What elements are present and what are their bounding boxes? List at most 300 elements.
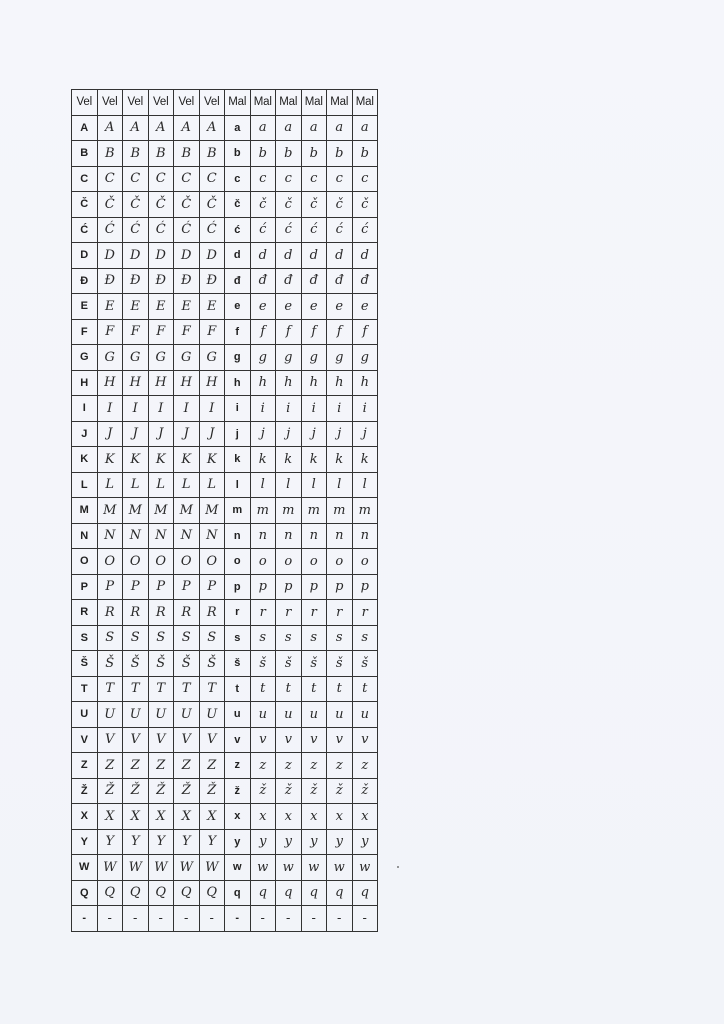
- handwritten-uppercase-cell: X: [148, 804, 174, 830]
- handwritten-uppercase-cell: X: [199, 804, 225, 830]
- printed-lowercase-cell: p: [225, 574, 251, 600]
- handwritten-lowercase-cell: w: [250, 855, 276, 881]
- printed-lowercase-cell: s: [225, 625, 251, 651]
- handwritten-uppercase-cell: A: [199, 115, 225, 141]
- handwritten-lowercase-cell: p: [327, 574, 353, 600]
- handwritten-uppercase-cell: W: [174, 855, 200, 881]
- handwritten-uppercase-cell: O: [199, 549, 225, 575]
- printed-lowercase-cell: j: [225, 421, 251, 447]
- printed-lowercase-cell: -: [225, 906, 251, 932]
- handwritten-lowercase-cell: k: [250, 447, 276, 473]
- handwritten-lowercase-cell: š: [327, 651, 353, 677]
- handwritten-uppercase-cell: B: [148, 141, 174, 167]
- handwritten-lowercase-cell: n: [301, 523, 327, 549]
- handwritten-uppercase-cell: K: [123, 447, 149, 473]
- handwritten-lowercase-cell: g: [250, 345, 276, 371]
- handwritten-uppercase-cell: P: [148, 574, 174, 600]
- handwritten-lowercase-cell: s: [352, 625, 378, 651]
- handwritten-uppercase-cell: Ć: [148, 217, 174, 243]
- handwritten-uppercase-cell: H: [199, 370, 225, 396]
- handwritten-lowercase-cell: ž: [301, 778, 327, 804]
- handwritten-uppercase-cell: B: [174, 141, 200, 167]
- handwritten-uppercase-cell: C: [199, 166, 225, 192]
- printed-uppercase-cell: Ć: [72, 217, 98, 243]
- header-cell: Mal: [250, 90, 276, 116]
- handwritten-uppercase-cell: O: [97, 549, 123, 575]
- handwritten-lowercase-cell: š: [301, 651, 327, 677]
- handwritten-lowercase-cell: g: [276, 345, 302, 371]
- table-row: [72, 294, 378, 320]
- handwritten-lowercase-cell: r: [352, 600, 378, 626]
- handwritten-uppercase-cell: Đ: [174, 268, 200, 294]
- handwritten-lowercase-cell: q: [352, 880, 378, 906]
- handwritten-lowercase-cell: d: [352, 243, 378, 269]
- handwritten-uppercase-cell: L: [97, 472, 123, 498]
- printed-uppercase-cell: X: [72, 804, 98, 830]
- printed-uppercase-cell: Š: [72, 651, 98, 677]
- printed-lowercase-cell: n: [225, 523, 251, 549]
- handwritten-lowercase-cell: l: [327, 472, 353, 498]
- printed-uppercase-cell: M: [72, 498, 98, 524]
- handwritten-lowercase-cell: a: [250, 115, 276, 141]
- handwritten-uppercase-cell: J: [148, 421, 174, 447]
- handwritten-uppercase-cell: F: [148, 319, 174, 345]
- handwritten-uppercase-cell: T: [148, 676, 174, 702]
- handwritten-lowercase-cell: f: [250, 319, 276, 345]
- handwritten-lowercase-cell: l: [276, 472, 302, 498]
- handwritten-uppercase-cell: Y: [123, 829, 149, 855]
- header-cell: Vel: [72, 90, 98, 116]
- handwritten-lowercase-cell: đ: [352, 268, 378, 294]
- table-row: [72, 472, 378, 498]
- handwritten-lowercase-cell: k: [276, 447, 302, 473]
- handwritten-lowercase-cell: l: [250, 472, 276, 498]
- handwritten-lowercase-cell: d: [250, 243, 276, 269]
- handwritten-lowercase-cell: y: [301, 829, 327, 855]
- handwritten-lowercase-cell: i: [301, 396, 327, 422]
- handwritten-uppercase-cell: Č: [123, 192, 149, 218]
- handwritten-uppercase-cell: D: [174, 243, 200, 269]
- handwritten-uppercase-cell: U: [148, 702, 174, 728]
- handwritten-lowercase-cell: o: [250, 549, 276, 575]
- handwriting-sample-table: [71, 89, 378, 932]
- handwritten-uppercase-cell: J: [199, 421, 225, 447]
- handwritten-lowercase-cell: m: [327, 498, 353, 524]
- handwritten-uppercase-cell: E: [148, 294, 174, 320]
- handwritten-lowercase-cell: b: [250, 141, 276, 167]
- printed-uppercase-cell: S: [72, 625, 98, 651]
- handwritten-lowercase-cell: w: [352, 855, 378, 881]
- handwritten-lowercase-cell: j: [276, 421, 302, 447]
- handwritten-lowercase-cell: z: [250, 753, 276, 779]
- handwritten-uppercase-cell: T: [123, 676, 149, 702]
- table-row: [72, 345, 378, 371]
- handwritten-uppercase-cell: V: [174, 727, 200, 753]
- handwritten-lowercase-cell: f: [276, 319, 302, 345]
- handwritten-lowercase-cell: t: [327, 676, 353, 702]
- printed-uppercase-cell: W: [72, 855, 98, 881]
- handwritten-lowercase-cell: p: [352, 574, 378, 600]
- printed-lowercase-cell: w: [225, 855, 251, 881]
- printed-lowercase-cell: v: [225, 727, 251, 753]
- handwritten-lowercase-cell: k: [327, 447, 353, 473]
- handwritten-uppercase-cell: Š: [199, 651, 225, 677]
- handwritten-uppercase-cell: N: [174, 523, 200, 549]
- handwritten-lowercase-cell: t: [352, 676, 378, 702]
- printed-lowercase-cell: đ: [225, 268, 251, 294]
- handwritten-uppercase-cell: Y: [199, 829, 225, 855]
- handwritten-uppercase-cell: I: [97, 396, 123, 422]
- handwritten-lowercase-cell: r: [250, 600, 276, 626]
- printed-uppercase-cell: B: [72, 141, 98, 167]
- handwritten-lowercase-cell: -: [301, 906, 327, 932]
- handwritten-lowercase-cell: ć: [352, 217, 378, 243]
- handwritten-lowercase-cell: q: [250, 880, 276, 906]
- handwritten-lowercase-cell: đ: [301, 268, 327, 294]
- handwritten-uppercase-cell: R: [123, 600, 149, 626]
- header-cell: Vel: [97, 90, 123, 116]
- printed-uppercase-cell: I: [72, 396, 98, 422]
- handwritten-uppercase-cell: F: [97, 319, 123, 345]
- handwritten-lowercase-cell: n: [327, 523, 353, 549]
- handwritten-uppercase-cell: N: [199, 523, 225, 549]
- table-row: [72, 574, 378, 600]
- handwritten-lowercase-cell: p: [301, 574, 327, 600]
- handwritten-lowercase-cell: m: [276, 498, 302, 524]
- handwritten-uppercase-cell: Z: [174, 753, 200, 779]
- header-cell: Mal: [352, 90, 378, 116]
- handwritten-lowercase-cell: j: [250, 421, 276, 447]
- handwritten-lowercase-cell: t: [301, 676, 327, 702]
- handwritten-uppercase-cell: Ž: [97, 778, 123, 804]
- handwritten-uppercase-cell: B: [199, 141, 225, 167]
- handwritten-uppercase-cell: V: [199, 727, 225, 753]
- handwritten-uppercase-cell: P: [97, 574, 123, 600]
- printed-lowercase-cell: a: [225, 115, 251, 141]
- handwritten-lowercase-cell: g: [301, 345, 327, 371]
- handwritten-uppercase-cell: C: [123, 166, 149, 192]
- handwritten-lowercase-cell: -: [250, 906, 276, 932]
- handwritten-uppercase-cell: Š: [148, 651, 174, 677]
- handwritten-lowercase-cell: g: [327, 345, 353, 371]
- printed-uppercase-cell: P: [72, 574, 98, 600]
- table-row: [72, 880, 378, 906]
- handwritten-lowercase-cell: č: [301, 192, 327, 218]
- handwritten-uppercase-cell: Ž: [148, 778, 174, 804]
- table-row: [72, 217, 378, 243]
- handwritten-lowercase-cell: x: [276, 804, 302, 830]
- handwritten-lowercase-cell: v: [250, 727, 276, 753]
- printed-lowercase-cell: m: [225, 498, 251, 524]
- handwritten-lowercase-cell: l: [352, 472, 378, 498]
- handwritten-uppercase-cell: Đ: [97, 268, 123, 294]
- handwritten-lowercase-cell: z: [327, 753, 353, 779]
- handwritten-uppercase-cell: F: [123, 319, 149, 345]
- handwritten-lowercase-cell: -: [276, 906, 302, 932]
- printed-lowercase-cell: č: [225, 192, 251, 218]
- handwritten-lowercase-cell: n: [250, 523, 276, 549]
- handwritten-uppercase-cell: U: [199, 702, 225, 728]
- handwritten-uppercase-cell: R: [199, 600, 225, 626]
- table-row: [72, 115, 378, 141]
- printed-uppercase-cell: L: [72, 472, 98, 498]
- handwritten-lowercase-cell: ž: [250, 778, 276, 804]
- handwritten-uppercase-cell: K: [97, 447, 123, 473]
- handwritten-uppercase-cell: M: [123, 498, 149, 524]
- handwritten-uppercase-cell: X: [97, 804, 123, 830]
- printed-uppercase-cell: J: [72, 421, 98, 447]
- handwritten-lowercase-cell: d: [327, 243, 353, 269]
- handwritten-uppercase-cell: A: [174, 115, 200, 141]
- handwritten-uppercase-cell: M: [97, 498, 123, 524]
- handwritten-lowercase-cell: h: [352, 370, 378, 396]
- handwritten-uppercase-cell: W: [97, 855, 123, 881]
- printed-lowercase-cell: c: [225, 166, 251, 192]
- handwritten-lowercase-cell: v: [352, 727, 378, 753]
- table-row: [72, 370, 378, 396]
- printed-uppercase-cell: Z: [72, 753, 98, 779]
- handwritten-uppercase-cell: R: [148, 600, 174, 626]
- handwritten-lowercase-cell: h: [276, 370, 302, 396]
- handwritten-uppercase-cell: P: [123, 574, 149, 600]
- handwritten-uppercase-cell: -: [97, 906, 123, 932]
- handwritten-uppercase-cell: L: [148, 472, 174, 498]
- printed-uppercase-cell: Q: [72, 880, 98, 906]
- table-row: [72, 396, 378, 422]
- handwritten-lowercase-cell: g: [352, 345, 378, 371]
- printed-lowercase-cell: d: [225, 243, 251, 269]
- handwritten-uppercase-cell: J: [123, 421, 149, 447]
- table-row: [72, 804, 378, 830]
- printed-uppercase-cell: K: [72, 447, 98, 473]
- handwritten-uppercase-cell: L: [174, 472, 200, 498]
- header-cell: Mal: [327, 90, 353, 116]
- handwritten-lowercase-cell: d: [301, 243, 327, 269]
- handwritten-lowercase-cell: h: [327, 370, 353, 396]
- table-body: [72, 115, 378, 931]
- printed-lowercase-cell: o: [225, 549, 251, 575]
- table-row: [72, 625, 378, 651]
- handwritten-lowercase-cell: j: [352, 421, 378, 447]
- handwritten-lowercase-cell: y: [276, 829, 302, 855]
- handwritten-uppercase-cell: H: [97, 370, 123, 396]
- handwritten-uppercase-cell: D: [123, 243, 149, 269]
- handwritten-lowercase-cell: r: [301, 600, 327, 626]
- handwritten-uppercase-cell: -: [174, 906, 200, 932]
- printed-lowercase-cell: g: [225, 345, 251, 371]
- handwritten-uppercase-cell: Q: [174, 880, 200, 906]
- handwritten-lowercase-cell: z: [301, 753, 327, 779]
- handwritten-uppercase-cell: H: [123, 370, 149, 396]
- printed-uppercase-cell: D: [72, 243, 98, 269]
- scan-speck: [397, 866, 399, 868]
- header-cell: Mal: [301, 90, 327, 116]
- handwritten-uppercase-cell: M: [174, 498, 200, 524]
- header-cell: Vel: [199, 90, 225, 116]
- handwritten-uppercase-cell: Ć: [123, 217, 149, 243]
- handwritten-lowercase-cell: -: [327, 906, 353, 932]
- table-row: [72, 549, 378, 575]
- table-row: [72, 906, 378, 932]
- header-row: [72, 90, 378, 116]
- handwritten-lowercase-cell: i: [250, 396, 276, 422]
- handwritten-uppercase-cell: G: [97, 345, 123, 371]
- handwritten-uppercase-cell: S: [148, 625, 174, 651]
- printed-uppercase-cell: N: [72, 523, 98, 549]
- handwritten-lowercase-cell: ć: [327, 217, 353, 243]
- handwritten-lowercase-cell: ć: [276, 217, 302, 243]
- handwritten-lowercase-cell: o: [301, 549, 327, 575]
- handwritten-uppercase-cell: F: [199, 319, 225, 345]
- handwritten-uppercase-cell: Ž: [199, 778, 225, 804]
- handwritten-lowercase-cell: y: [327, 829, 353, 855]
- handwritten-uppercase-cell: S: [199, 625, 225, 651]
- handwritten-uppercase-cell: S: [123, 625, 149, 651]
- table-row: [72, 166, 378, 192]
- handwritten-lowercase-cell: y: [352, 829, 378, 855]
- handwritten-lowercase-cell: s: [301, 625, 327, 651]
- table-row: [72, 753, 378, 779]
- handwritten-lowercase-cell: š: [250, 651, 276, 677]
- table-row: [72, 702, 378, 728]
- handwritten-uppercase-cell: N: [148, 523, 174, 549]
- table-row: [72, 447, 378, 473]
- handwritten-lowercase-cell: č: [327, 192, 353, 218]
- handwritten-lowercase-cell: š: [352, 651, 378, 677]
- handwritten-lowercase-cell: y: [250, 829, 276, 855]
- handwritten-uppercase-cell: O: [174, 549, 200, 575]
- handwritten-uppercase-cell: W: [148, 855, 174, 881]
- handwritten-uppercase-cell: I: [199, 396, 225, 422]
- handwritten-uppercase-cell: Z: [148, 753, 174, 779]
- table-row: [72, 676, 378, 702]
- printed-lowercase-cell: k: [225, 447, 251, 473]
- printed-lowercase-cell: r: [225, 600, 251, 626]
- handwritten-lowercase-cell: w: [301, 855, 327, 881]
- handwritten-uppercase-cell: Š: [174, 651, 200, 677]
- printed-uppercase-cell: O: [72, 549, 98, 575]
- table-row: [72, 141, 378, 167]
- handwritten-uppercase-cell: A: [97, 115, 123, 141]
- printed-lowercase-cell: i: [225, 396, 251, 422]
- handwritten-lowercase-cell: č: [352, 192, 378, 218]
- header-cell: Mal: [225, 90, 251, 116]
- handwritten-uppercase-cell: J: [174, 421, 200, 447]
- table-row: [72, 523, 378, 549]
- handwritten-uppercase-cell: X: [123, 804, 149, 830]
- printed-uppercase-cell: T: [72, 676, 98, 702]
- printed-lowercase-cell: t: [225, 676, 251, 702]
- handwritten-lowercase-cell: c: [301, 166, 327, 192]
- printed-uppercase-cell: A: [72, 115, 98, 141]
- handwritten-lowercase-cell: ž: [276, 778, 302, 804]
- handwritten-uppercase-cell: E: [199, 294, 225, 320]
- handwritten-lowercase-cell: v: [327, 727, 353, 753]
- table-row: [72, 243, 378, 269]
- table-row: [72, 727, 378, 753]
- printed-lowercase-cell: l: [225, 472, 251, 498]
- handwritten-uppercase-cell: O: [148, 549, 174, 575]
- printed-uppercase-cell: F: [72, 319, 98, 345]
- handwritten-uppercase-cell: G: [123, 345, 149, 371]
- handwritten-lowercase-cell: q: [301, 880, 327, 906]
- handwritten-uppercase-cell: U: [123, 702, 149, 728]
- handwritten-uppercase-cell: Č: [97, 192, 123, 218]
- handwritten-lowercase-cell: đ: [327, 268, 353, 294]
- printed-lowercase-cell: ć: [225, 217, 251, 243]
- printed-lowercase-cell: f: [225, 319, 251, 345]
- handwritten-lowercase-cell: i: [327, 396, 353, 422]
- handwritten-lowercase-cell: z: [276, 753, 302, 779]
- handwritten-uppercase-cell: Z: [123, 753, 149, 779]
- handwritten-lowercase-cell: n: [276, 523, 302, 549]
- handwritten-lowercase-cell: j: [301, 421, 327, 447]
- handwritten-lowercase-cell: v: [276, 727, 302, 753]
- printed-lowercase-cell: q: [225, 880, 251, 906]
- handwritten-uppercase-cell: Š: [123, 651, 149, 677]
- handwritten-uppercase-cell: Č: [174, 192, 200, 218]
- handwritten-uppercase-cell: B: [97, 141, 123, 167]
- handwritten-uppercase-cell: J: [97, 421, 123, 447]
- handwritten-uppercase-cell: Đ: [199, 268, 225, 294]
- handwritten-lowercase-cell: h: [301, 370, 327, 396]
- handwritten-uppercase-cell: P: [174, 574, 200, 600]
- handwritten-lowercase-cell: q: [276, 880, 302, 906]
- handwritten-lowercase-cell: b: [301, 141, 327, 167]
- table-row: [72, 829, 378, 855]
- handwritten-uppercase-cell: N: [97, 523, 123, 549]
- handwritten-uppercase-cell: U: [97, 702, 123, 728]
- handwritten-uppercase-cell: T: [199, 676, 225, 702]
- printed-uppercase-cell: -: [72, 906, 98, 932]
- handwritten-lowercase-cell: m: [250, 498, 276, 524]
- handwritten-lowercase-cell: đ: [276, 268, 302, 294]
- handwritten-uppercase-cell: X: [174, 804, 200, 830]
- handwritten-uppercase-cell: I: [148, 396, 174, 422]
- handwritten-uppercase-cell: A: [123, 115, 149, 141]
- handwritten-uppercase-cell: O: [123, 549, 149, 575]
- handwritten-lowercase-cell: f: [352, 319, 378, 345]
- handwritten-uppercase-cell: V: [148, 727, 174, 753]
- handwritten-uppercase-cell: V: [97, 727, 123, 753]
- handwritten-uppercase-cell: S: [97, 625, 123, 651]
- handwritten-uppercase-cell: I: [174, 396, 200, 422]
- handwritten-lowercase-cell: x: [250, 804, 276, 830]
- printed-uppercase-cell: Ž: [72, 778, 98, 804]
- handwritten-uppercase-cell: K: [174, 447, 200, 473]
- handwritten-uppercase-cell: B: [123, 141, 149, 167]
- handwritten-lowercase-cell: v: [301, 727, 327, 753]
- table-row: [72, 651, 378, 677]
- handwritten-uppercase-cell: Ć: [174, 217, 200, 243]
- handwritten-uppercase-cell: Đ: [123, 268, 149, 294]
- handwritten-lowercase-cell: x: [352, 804, 378, 830]
- handwritten-lowercase-cell: x: [301, 804, 327, 830]
- handwritten-lowercase-cell: j: [327, 421, 353, 447]
- printed-lowercase-cell: ž: [225, 778, 251, 804]
- handwritten-lowercase-cell: d: [276, 243, 302, 269]
- handwritten-lowercase-cell: ć: [250, 217, 276, 243]
- handwritten-lowercase-cell: n: [352, 523, 378, 549]
- handwritten-lowercase-cell: b: [276, 141, 302, 167]
- printed-lowercase-cell: b: [225, 141, 251, 167]
- printed-uppercase-cell: H: [72, 370, 98, 396]
- handwritten-lowercase-cell: s: [327, 625, 353, 651]
- handwritten-uppercase-cell: R: [97, 600, 123, 626]
- handwritten-uppercase-cell: M: [148, 498, 174, 524]
- handwritten-lowercase-cell: c: [250, 166, 276, 192]
- handwritten-uppercase-cell: D: [199, 243, 225, 269]
